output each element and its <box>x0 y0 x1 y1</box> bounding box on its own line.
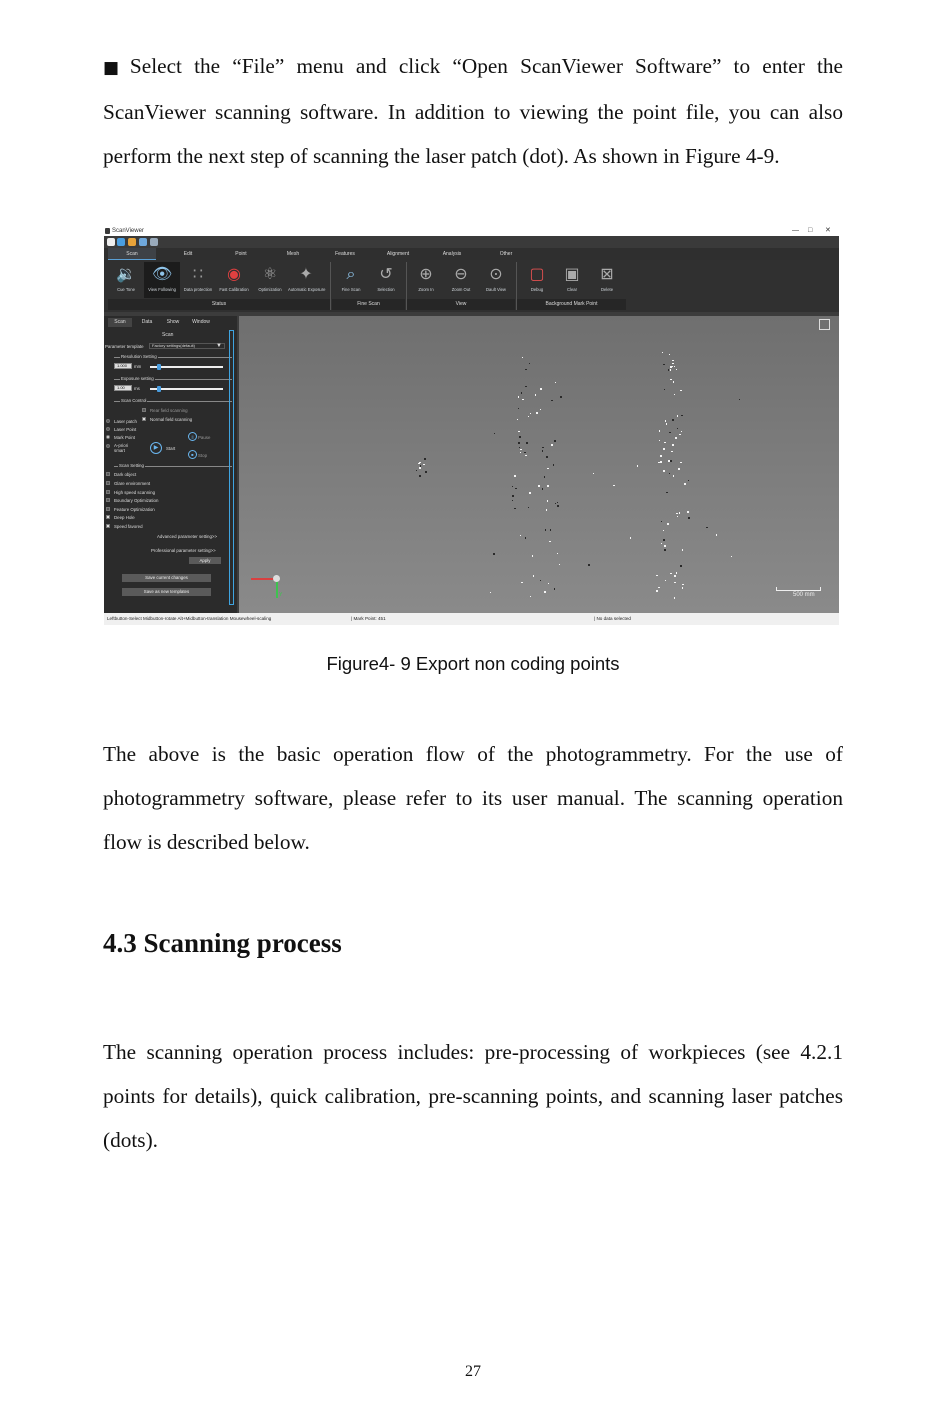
cloud-point <box>418 463 420 465</box>
save-current-changes-button[interactable]: Save current changes <box>122 574 211 582</box>
cloud-point <box>547 485 549 487</box>
cloud-point <box>522 357 524 359</box>
y-axis-label: Y <box>279 592 283 598</box>
panel-header: Scan <box>162 332 174 338</box>
cloud-point <box>682 587 684 589</box>
cloud-point <box>672 419 674 421</box>
cloud-point <box>739 399 741 401</box>
cloud-point <box>512 486 514 488</box>
dark-object-checkbox[interactable] <box>106 472 110 476</box>
deep-hole-checkbox[interactable] <box>106 515 110 519</box>
cloud-point <box>613 485 615 487</box>
param-template-label: Parameter template <box>105 344 144 349</box>
cloud-point <box>547 468 549 470</box>
exposure-title: Exposure setting <box>121 376 154 381</box>
professional-settings-link[interactable]: Professional parameter setting>> <box>151 548 216 553</box>
cloud-point <box>670 460 672 462</box>
cloud-point <box>676 572 678 574</box>
cloud-point <box>520 449 522 451</box>
cloud-point <box>674 582 676 584</box>
param-template-select[interactable]: Factory settings(default) <box>149 343 225 349</box>
mode-laser-point[interactable]: Laser Point <box>114 427 137 432</box>
cloud-point <box>416 470 418 472</box>
glare-checkbox[interactable] <box>106 481 110 485</box>
cloud-point <box>656 575 658 577</box>
mode-radio[interactable] <box>106 444 110 448</box>
ribbon-toolbar <box>104 260 839 312</box>
mode-mark-point[interactable]: Mark Point <box>114 435 135 440</box>
cloud-point <box>673 475 675 477</box>
cloud-point <box>530 596 532 598</box>
cloud-point <box>554 588 556 590</box>
cloud-point <box>664 545 666 547</box>
cloud-point <box>672 360 674 362</box>
glare-label: Glare environment <box>114 481 151 486</box>
view-following-button[interactable]: 👁 View Following <box>144 262 180 298</box>
cloud-point <box>535 394 537 396</box>
cloud-point <box>529 363 531 365</box>
start-label: Start <box>166 446 176 451</box>
apply-button[interactable]: Apply <box>189 557 221 564</box>
cloud-point <box>512 500 514 502</box>
cloud-point <box>524 452 526 454</box>
cloud-point <box>536 412 538 414</box>
scale-bar-tick <box>776 587 777 591</box>
exposure-input[interactable]: 1.00 <box>114 385 132 391</box>
selection-icon: ↺ <box>379 266 393 283</box>
cloud-point <box>525 369 527 371</box>
cloud-point <box>512 495 514 497</box>
optimization-button[interactable]: ⚛ Optimization <box>258 266 282 292</box>
x-axis-icon <box>251 578 275 580</box>
save-icon[interactable] <box>139 238 147 246</box>
app-title-bar <box>104 226 839 236</box>
minimize-icon[interactable]: — <box>792 227 799 234</box>
menu-edit[interactable]: Edit <box>183 251 193 257</box>
cloud-point <box>530 413 532 415</box>
zoom-out-button[interactable]: ⊖ Zoom Out <box>451 266 471 292</box>
cloud-point <box>519 436 521 438</box>
optimization-icon: ⚛ <box>262 266 278 283</box>
cloud-point <box>670 379 672 381</box>
cloud-point <box>518 442 520 444</box>
cloud-point <box>542 447 544 449</box>
cloud-point <box>677 516 679 518</box>
cloud-point <box>666 492 668 494</box>
cloud-point <box>419 475 421 477</box>
rear-field-label: Rear field scanning <box>150 408 188 413</box>
cloud-point <box>538 485 540 487</box>
tab-scan[interactable]: Scan <box>108 318 132 327</box>
cloud-point <box>533 575 535 577</box>
delete-icon: ⊠ <box>600 266 614 283</box>
cloud-point <box>548 583 550 585</box>
3d-viewport[interactable] <box>239 316 839 613</box>
cloud-point <box>681 415 683 417</box>
cue-tone-button[interactable]: 🔉 Cue Tone <box>116 266 136 292</box>
menu-mesh[interactable]: Mesh <box>286 251 300 257</box>
menu-bar <box>104 248 839 260</box>
cloud-point <box>553 464 555 466</box>
status-mark-point: | Mark Point: 451 <box>351 616 386 621</box>
cloud-point <box>514 475 516 477</box>
scale-bar-tick <box>820 587 821 591</box>
scanviewer-screenshot <box>104 226 839 625</box>
bullet-icon: ■ <box>103 58 126 78</box>
cloud-point <box>669 473 671 475</box>
section-heading: 4.3 Scanning process <box>103 928 342 958</box>
cloud-point <box>669 354 671 356</box>
selection-button[interactable]: ↺ Selection <box>377 266 395 292</box>
body-paragraph: The scanning operation process includes: pre-processing of workpieces (see 4.2.1 points for details), quick calibration, pre-scanning points, and scanning laser patches (dots). <box>103 1040 843 1153</box>
cloud-point <box>525 455 527 457</box>
cloud-point <box>659 440 661 442</box>
panel-scrollbar[interactable] <box>229 330 234 605</box>
cloud-point <box>679 512 681 514</box>
cloud-point <box>674 597 676 599</box>
cloud-point <box>673 381 675 383</box>
pause-icon[interactable]: || <box>188 432 197 441</box>
cloud-point <box>593 473 595 475</box>
cloud-point <box>540 409 542 411</box>
cloud-point <box>520 452 522 454</box>
cloud-point <box>525 537 527 539</box>
cloud-point <box>671 451 673 453</box>
scan-panel <box>104 316 237 613</box>
cloud-point <box>519 447 521 449</box>
cloud-point <box>672 363 674 365</box>
cloud-point <box>678 468 680 470</box>
high-speed-checkbox[interactable] <box>106 490 110 494</box>
cloud-point <box>547 500 549 502</box>
stop-label: Stop <box>198 453 208 458</box>
cloud-point <box>423 464 425 466</box>
ribbon-group-status: Status <box>108 299 330 310</box>
cloud-point <box>679 434 681 436</box>
cloud-point <box>419 462 421 464</box>
cloud-point <box>663 364 665 366</box>
calibration-icon: ◉ <box>227 266 241 283</box>
deep-hole-label: Deep Hole <box>114 515 135 520</box>
status-selection: | No data selected <box>594 616 631 621</box>
automatic-exposure-button[interactable]: ✦ Automatic Exposure <box>288 266 326 292</box>
cloud-point <box>525 386 527 388</box>
ribbon-group-view: View <box>407 299 515 310</box>
new-file-icon[interactable] <box>107 238 115 246</box>
open-folder-icon[interactable] <box>128 238 136 246</box>
cloud-point <box>669 432 671 434</box>
cloud-point <box>670 366 672 368</box>
mode-laser-patch[interactable]: Laser patch <box>114 419 137 424</box>
resolution-title: Resolution Setting <box>121 354 157 359</box>
cloud-point <box>680 565 682 567</box>
cloud-point <box>522 399 524 401</box>
boundary-label: Boundary Optimization <box>114 498 159 503</box>
scale-label: 500 mm <box>793 592 815 598</box>
resolution-unit: mm <box>134 364 142 369</box>
cloud-point <box>663 530 665 532</box>
cloud-point <box>544 476 546 478</box>
cloud-point <box>676 369 678 371</box>
stop-icon[interactable]: ■ <box>188 450 197 459</box>
cloud-point <box>532 555 534 557</box>
mode-radio-selected[interactable] <box>106 435 110 439</box>
cloud-point <box>529 492 531 494</box>
mode-radio[interactable] <box>106 419 110 423</box>
cloud-point <box>494 433 496 435</box>
default-view-button[interactable]: ⊙ Dault View <box>486 266 506 292</box>
cloud-point <box>716 534 718 536</box>
quick-access-toolbar <box>104 236 839 248</box>
cloud-point <box>667 523 669 525</box>
menu-scan[interactable]: Scan <box>108 248 156 260</box>
cloud-point <box>419 467 421 469</box>
cloud-point <box>518 396 520 398</box>
zoom-out-icon: ⊖ <box>454 266 468 283</box>
high-speed-label: High speed scanning <box>114 490 156 495</box>
fullscreen-icon[interactable] <box>819 319 830 330</box>
tab-show[interactable]: Show <box>166 319 180 325</box>
cloud-point <box>664 442 666 444</box>
zoom-in-button[interactable]: ⊕ Zoom In <box>408 262 444 298</box>
eye-icon: 👁 <box>152 266 173 283</box>
cloud-point <box>544 591 546 593</box>
cloud-point <box>526 442 528 444</box>
menu-analysis[interactable]: Analysis <box>442 251 462 257</box>
clear-button[interactable]: ▣ Clear <box>554 262 590 298</box>
cloud-point <box>560 396 562 398</box>
data-protection-button[interactable]: ∷ Data protection <box>183 266 213 292</box>
status-hint: Leftbutton-Select Midbutton-rotate Alt+Midbutton-translation Mousewheel-scaling <box>107 616 272 621</box>
rear-field-checkbox[interactable] <box>142 408 146 412</box>
cloud-point <box>684 483 686 485</box>
cloud-point <box>540 580 542 582</box>
cloud-point <box>674 366 676 368</box>
intro-paragraph <box>103 44 843 179</box>
cloud-point <box>425 458 427 460</box>
debug-button[interactable]: ▢ Debug <box>519 262 555 298</box>
cloud-point <box>682 549 684 551</box>
menu-features[interactable]: Features <box>335 251 355 257</box>
page-number: 27 <box>465 1363 481 1380</box>
cloud-point <box>670 573 672 575</box>
cloud-point <box>518 431 520 433</box>
cloud-point <box>546 509 548 511</box>
fine-scan-button[interactable]: ⌕ Fine Scan <box>341 266 361 292</box>
cloud-point <box>662 352 664 354</box>
cloud-point <box>665 420 667 422</box>
tab-window[interactable]: Window <box>192 319 210 325</box>
cloud-point <box>661 521 663 523</box>
save-as-template-button[interactable]: Save as new templates <box>122 588 211 596</box>
cloud-point <box>680 462 682 464</box>
cloud-point <box>528 416 530 418</box>
cloud-point <box>550 529 552 531</box>
auto-exposure-icon: ✦ <box>299 266 313 283</box>
ribbon-group-fine-scan: Fine Scan <box>332 299 405 310</box>
normal-field-label: Normal field scanning <box>150 417 193 422</box>
zoom-in-icon: ⊕ <box>419 266 433 283</box>
cloud-point <box>557 505 559 507</box>
cloud-point <box>637 465 639 467</box>
boundary-checkbox[interactable] <box>106 498 110 502</box>
exposure-slider-handle[interactable] <box>157 386 161 392</box>
clear-icon: ▣ <box>564 266 580 283</box>
dark-object-label: Dark object <box>114 472 137 477</box>
cloud-point <box>425 471 427 473</box>
cloud-point <box>520 535 522 537</box>
cloud-point <box>666 423 668 425</box>
cloud-point <box>706 527 708 529</box>
cloud-point <box>528 507 530 509</box>
maximize-icon[interactable]: □ <box>808 227 813 234</box>
cloud-point <box>559 564 561 566</box>
scale-bar <box>776 590 821 591</box>
cloud-point <box>661 543 663 545</box>
status-bar <box>104 613 839 625</box>
cloud-point <box>677 428 679 430</box>
start-play-icon[interactable]: ▶ <box>150 442 162 454</box>
cloud-point <box>542 450 544 452</box>
feature-checkbox[interactable] <box>106 507 110 511</box>
menu-alignment[interactable]: Alignment <box>386 251 410 257</box>
cloud-point <box>521 582 523 584</box>
cloud-point <box>554 440 556 442</box>
cloud-point <box>731 556 733 558</box>
cloud-point <box>542 488 544 490</box>
delete-button[interactable]: ⊠ Delete <box>589 262 625 298</box>
cloud-point <box>672 444 674 446</box>
cloud-point <box>514 508 516 510</box>
cloud-point <box>665 580 667 582</box>
data-protection-icon: ∷ <box>192 266 204 283</box>
cloud-point <box>660 455 662 457</box>
cloud-point <box>490 592 492 594</box>
body-paragraph: The above is the basic operation flow of the photogrammetry. For the use of photogrammetry software, please refer to its user manual. The scanning operation flow is described below. <box>103 742 843 855</box>
advanced-settings-link[interactable]: Advanced parameter setting>> <box>157 534 218 539</box>
app-logo-icon <box>105 228 110 234</box>
origin-icon <box>273 575 280 582</box>
cloud-point <box>660 461 662 463</box>
cloud-point <box>659 430 661 432</box>
close-icon[interactable]: ✕ <box>825 227 831 234</box>
cloud-point <box>664 389 666 391</box>
feature-label: Feature Optimization <box>114 507 155 512</box>
cloud-point <box>658 462 660 464</box>
cloud-point <box>551 444 553 446</box>
cloud-point <box>515 488 517 490</box>
cloud-point <box>688 517 690 519</box>
mode-radio[interactable] <box>106 427 110 431</box>
cloud-point <box>676 513 678 515</box>
fast-calibration-button[interactable]: ◉ Fast Calibration <box>219 266 249 292</box>
cloud-point <box>557 502 559 504</box>
speed-favored-checkbox[interactable] <box>106 524 110 528</box>
cloud-point <box>674 575 676 577</box>
cloud-point <box>518 408 520 410</box>
cloud-point <box>663 539 665 541</box>
cloud-point <box>557 553 559 555</box>
cloud-point <box>420 465 422 467</box>
cloud-point <box>677 415 679 417</box>
scan-control-title: Scan Control <box>121 398 147 403</box>
cloud-point <box>546 456 548 458</box>
cloud-point <box>664 549 666 551</box>
resolution-slider-handle[interactable] <box>157 364 161 370</box>
app-title: ScanViewer <box>112 228 144 234</box>
cloud-point <box>656 590 658 592</box>
cloud-point <box>540 388 542 390</box>
cloud-point <box>521 392 523 394</box>
cloud-point <box>549 541 551 543</box>
normal-field-checkbox[interactable] <box>142 417 146 421</box>
cloud-point <box>663 448 665 450</box>
cloud-point <box>493 553 495 555</box>
menu-other[interactable]: Other <box>499 251 513 257</box>
fine-scan-icon: ⌕ <box>346 266 356 283</box>
speaker-icon: 🔉 <box>116 266 136 283</box>
speed-favored-label: Speed favored <box>114 524 143 529</box>
cloud-point <box>555 382 557 384</box>
cloud-point <box>674 394 676 396</box>
settings-icon[interactable] <box>150 238 158 246</box>
cloud-point <box>680 390 682 392</box>
cloud-point <box>670 369 672 371</box>
figure-caption: Figure4- 9 Export non coding points <box>326 653 620 674</box>
cloud-point <box>663 470 665 472</box>
cloud-point <box>681 431 683 433</box>
cloud-point <box>545 529 547 531</box>
cloud-point <box>588 564 590 566</box>
tab-data[interactable]: Data <box>141 319 153 325</box>
cloud-point <box>517 419 519 421</box>
intro-paragraph-text: Select the “File” menu and click “Open ScanViewer Software” to enter the ScanViewer scanning software. In addition to viewing the point file, you can also perform the next step of scanning the laser patch (dot). As shown in Figure 4-9. <box>103 54 844 169</box>
ribbon-group-background-mark-point: Background Mark Point <box>517 299 626 310</box>
mode-a-priori-smart[interactable]: A-priori smart <box>114 443 129 453</box>
cloud-point <box>551 400 553 402</box>
cloud-point <box>682 584 684 586</box>
default-view-icon: ⊙ <box>489 266 503 283</box>
cloud-point <box>687 511 689 513</box>
menu-point[interactable]: Point <box>235 251 247 257</box>
ribbon-divider <box>330 262 331 310</box>
cloud-point <box>675 437 677 439</box>
cloud-point <box>630 537 632 539</box>
resolution-input[interactable]: 1.000 <box>114 363 132 369</box>
help-icon[interactable] <box>117 238 125 246</box>
cloud-point <box>658 587 660 589</box>
chevron-down-icon[interactable]: ▼ <box>216 343 222 349</box>
pause-label: Pause <box>198 435 211 440</box>
cloud-point <box>688 480 690 482</box>
debug-icon: ▢ <box>529 266 545 283</box>
scan-setting-title: Scan Setting <box>119 463 144 468</box>
exposure-unit: ms <box>134 386 140 391</box>
